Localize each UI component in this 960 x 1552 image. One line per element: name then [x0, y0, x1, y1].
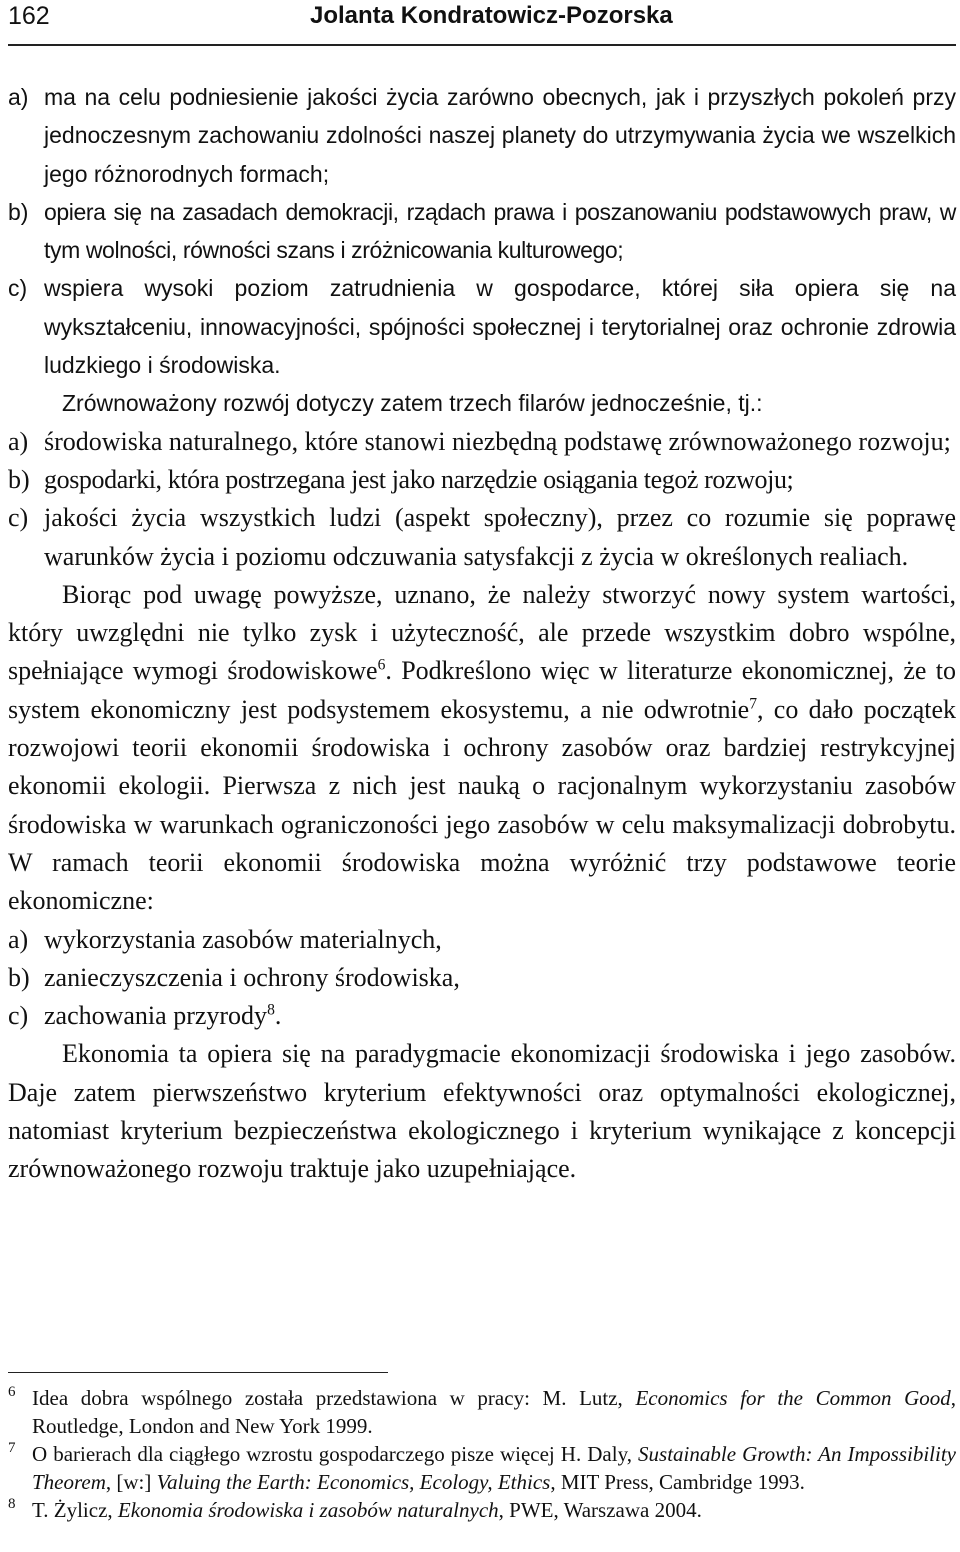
footnote — [8, 1385, 956, 1440]
list-item — [8, 997, 956, 1035]
list-label: a) — [8, 84, 29, 110]
list-text-body: zachowania przyrody — [44, 1001, 268, 1031]
list-item — [8, 269, 956, 384]
footnote-text: , Routledge, London and New York 1999. — [32, 1386, 956, 1438]
footnote-ref[interactable]: 6 — [377, 657, 386, 675]
footnote-text: Idea dobra wspólnego została przedstawiona w pracy: M. Lutz, — [32, 1386, 636, 1410]
paragraph-text: , co dało początek rozwojowi teorii ekonomii środowiska i ochrony zasobów oraz bardziej restrykcyjnej ekonomii ekologii. Pierwsza z nich jest nauką o racjonalnym wykorzystaniu zasobów środowiska w warunkach ograniczoności jego zasobów w celu maksymalizacji dobrobytu. W ramach teorii ekonomii środowiska można wyróżnić trzy podstawowe teorie ekonomiczne: — [8, 694, 957, 916]
main-text — [8, 78, 956, 1189]
pillars-intro: Zrównoważony rozwój dotyczy zatem trzech filarów jednocześnie, tj.: — [62, 390, 763, 417]
list-item — [8, 78, 956, 193]
list-label: c) — [8, 1001, 29, 1031]
paragraph-text: . Podkreślono więc w literaturze ekonomicznej, że to system ekonomiczny jest podsystemem ekosystemu, a nie odwrotnie — [8, 656, 956, 724]
paragraph-text: Biorąc pod uwagę powyższe, uznano, że należy stworzyć nowy system wartości, który uwzględni nie tylko zysk i użyteczność, ale przede wszystkim dobro wspólne, spełniające wymogi środowiskowe — [8, 579, 956, 686]
list-item — [8, 193, 956, 270]
footnote-text: T. Żylicz, — [32, 1498, 118, 1522]
paragraph-values — [8, 576, 956, 921]
list-item — [8, 499, 956, 576]
page-number: 162 — [8, 2, 50, 30]
list-label: a) — [8, 924, 29, 954]
footnote-title: Economics for the Common Good — [635, 1386, 951, 1410]
footnote-title: Sustainable Growth: An Impossibility Theorem — [32, 1442, 957, 1494]
list-item — [8, 921, 956, 959]
list-text-tail: . — [274, 1001, 282, 1031]
pillars-list — [8, 423, 956, 576]
running-head-author: Jolanta Kondratowicz-Pozorska — [310, 2, 673, 29]
list-text — [44, 997, 956, 1035]
footnotes — [8, 1385, 956, 1526]
list-label: b) — [8, 198, 29, 225]
list-item — [8, 423, 956, 461]
footnote-text: , [w:] — [105, 1469, 157, 1494]
footnote-text: , PWE, Warszawa 2004. — [498, 1498, 702, 1522]
footnote-number: 7 — [8, 1440, 16, 1456]
list-label: a) — [8, 426, 29, 456]
footnote-text: O barierach dla ciągłego wzrostu gospodarczego pisze więcej H. Daly, — [32, 1442, 639, 1466]
paragraph-economics: Ekonomia ta opiera się na paradygmacie ekonomizacji środowiska i jego zasobów. Daje zatem pierwszeństwo kryterium efektywności oraz optymalności ekologicznej, natomiast kryterium bezpieczeństwa ekologicznego i kryterium wynikające z koncepcji zrównoważonego rozwoju traktuje jako uzupełniające. — [8, 1039, 956, 1184]
footnote-number: 8 — [8, 1496, 16, 1512]
list-text: zanieczyszczenia i ochrony środowiska, — [44, 962, 460, 992]
footnote — [8, 1497, 956, 1525]
list-text: gospodarki, która postrzegana jest jako narzędzie osiągania tegoż rozwoju; — [44, 464, 794, 494]
theories-list — [8, 921, 956, 1036]
list-label: c) — [8, 503, 29, 533]
list-text: środowiska naturalnego, które stanowi niezbędną podstawę zrównoważonego rozwoju; — [44, 426, 951, 456]
list-text: ma na celu podniesienie jakości życia zarówno obecnych, jak i przyszłych pokoleń przy jednoczesnym zachowaniu zdolności naszej planety do utrzymywania życia we wszelkich jego różnorodnych formach; — [44, 84, 956, 187]
list-label: b) — [8, 962, 30, 992]
footnote-title: Valuing the Earth: Economics, Ecology, Ethics — [156, 1469, 551, 1494]
footnote-text: , MIT Press, Cambridge 1993. — [550, 1469, 805, 1494]
list-text: wspiera wysoki poziom zatrudnienia w gospodarce, której siła opiera się na wykształceniu, innowacyjności, spójności społecznej i terytorialnej oraz ochronie zdrowia ludzkiego i środowiska. — [44, 275, 956, 379]
page-header — [8, 0, 956, 46]
list-text: opiera się na zasadach demokracji, rządach prawa i poszanowaniu podstawowych praw, w tym wolności, równości szans i zróżnicowania kulturowego; — [44, 198, 956, 264]
footnote-title: Ekonomia środowiska i zasobów naturalnych — [117, 1498, 499, 1522]
footnote-separator — [8, 1372, 388, 1373]
footnote-ref[interactable]: 7 — [749, 695, 758, 713]
goals-list — [8, 78, 956, 423]
list-label: c) — [8, 275, 28, 302]
list-label: b) — [8, 464, 30, 494]
footnote-number: 6 — [8, 1384, 16, 1400]
footnote-ref[interactable]: 8 — [267, 1001, 275, 1019]
list-text: jakości życia wszystkich ludzi (aspekt społeczny), przez co rozumie się poprawę warunków życia i poziomu odczuwania satysfakcji z życia w określonych realiach. — [44, 503, 956, 571]
list-item — [8, 959, 956, 997]
list-item — [8, 461, 956, 499]
footnote — [8, 1441, 956, 1496]
list-text: wykorzystania zasobów materialnych, — [44, 924, 442, 954]
